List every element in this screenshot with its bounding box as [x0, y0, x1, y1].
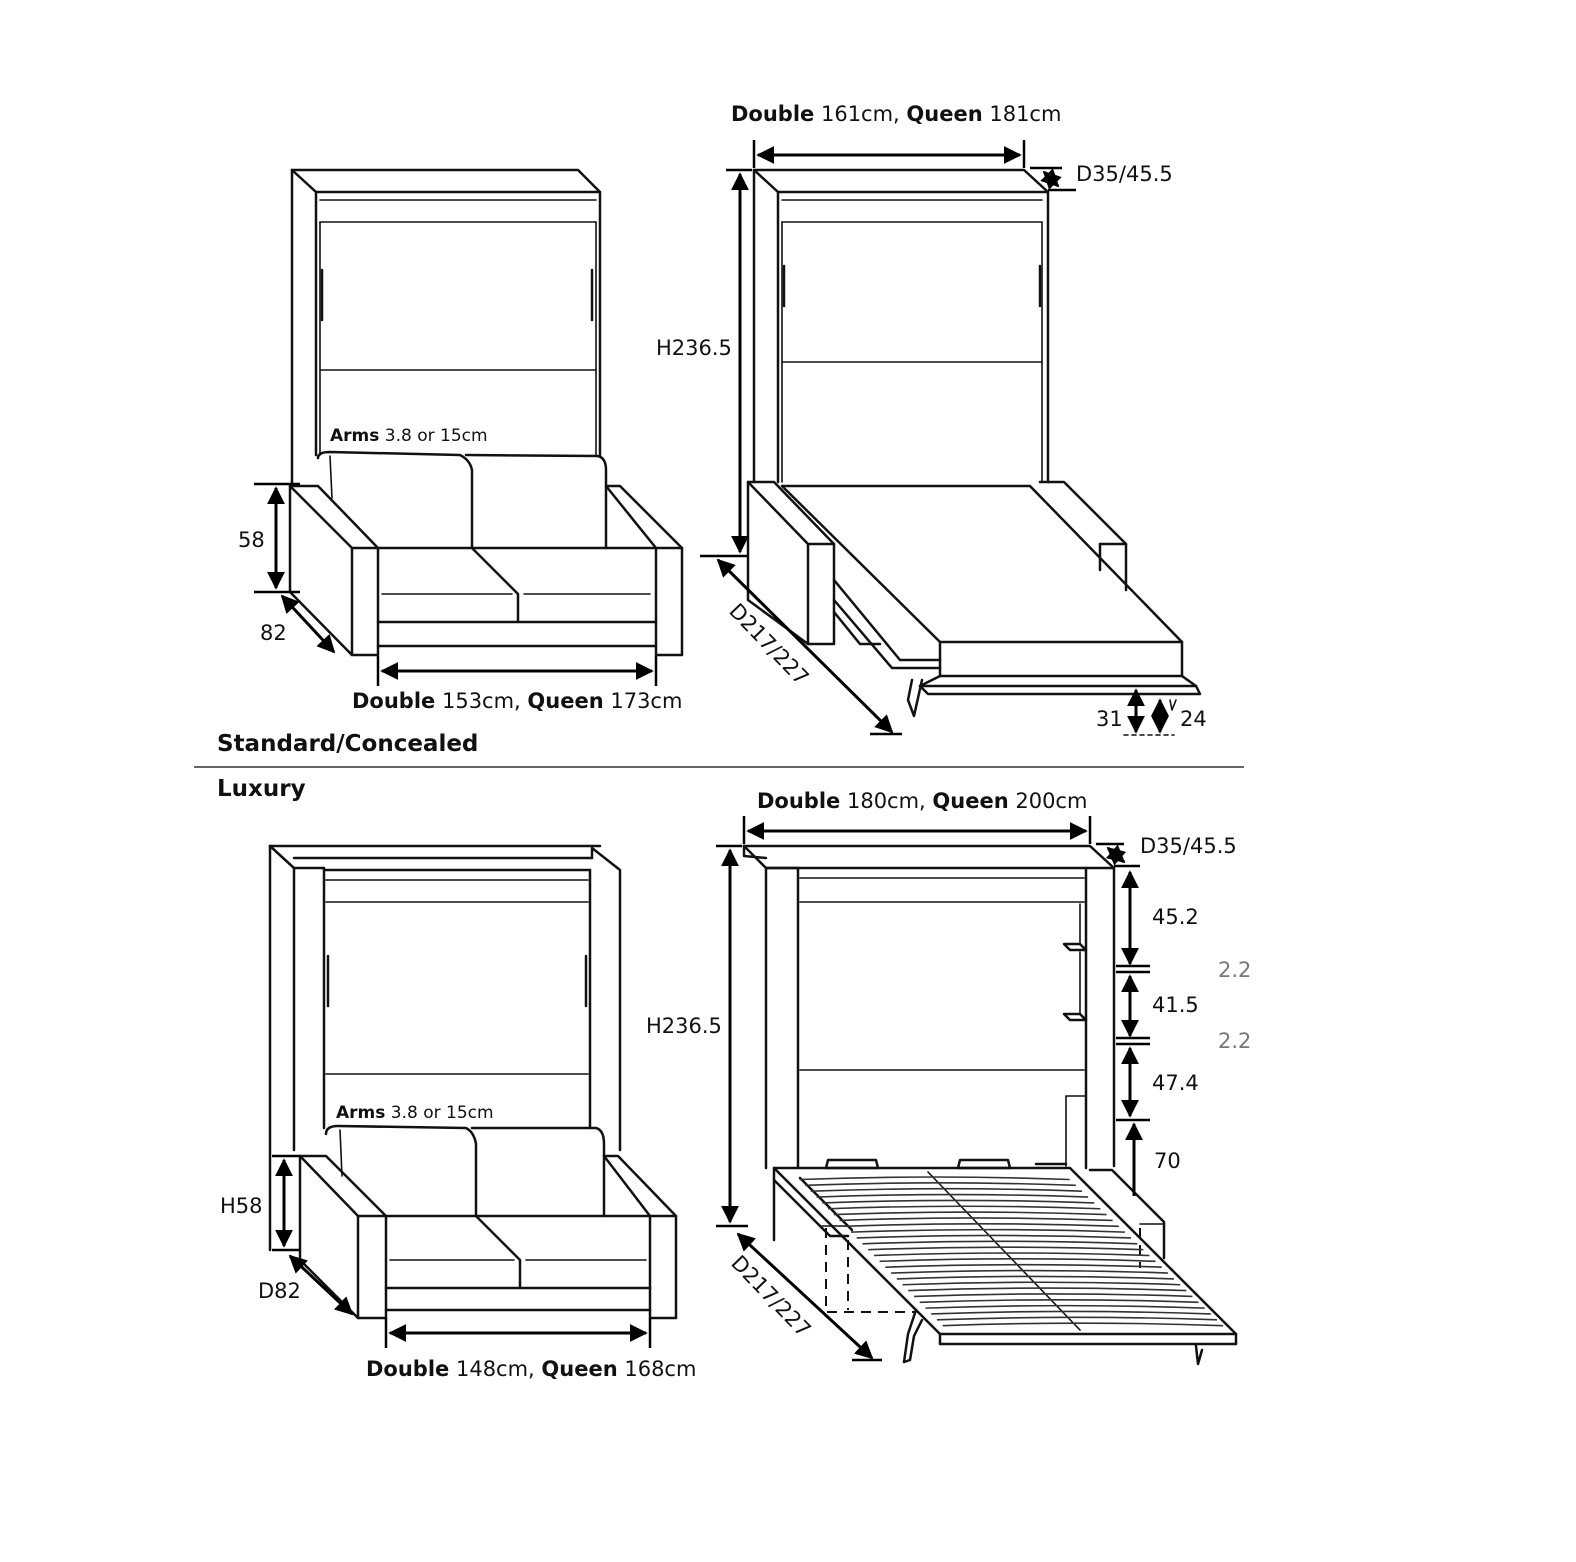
standard-open-depth-label: D217/227 [724, 598, 814, 690]
luxury-closed-arms-label: Arms 3.8 or 15cm [336, 1103, 494, 1123]
standard-closed-arms-label: Arms 3.8 or 15cm [330, 426, 488, 446]
bed-slat [897, 1276, 1174, 1279]
luxury-open-shelf-2-label: 41.5 [1152, 993, 1199, 1017]
standard-open-leg-label-1: 31 [1096, 707, 1123, 731]
luxury-open-shelf-gap-1-label: 2.2 [1218, 958, 1252, 982]
standard-closed-height-label: 58 [238, 528, 265, 552]
luxury-closed-depth-label: D82 [258, 1279, 301, 1303]
bed-slat [862, 1241, 1137, 1244]
bed-slat [874, 1253, 1150, 1256]
bed-slat [828, 1206, 1100, 1209]
luxury-closed-drawing [270, 846, 676, 1318]
bed-slat [880, 1259, 1156, 1262]
luxury-open-width-label: Double 180cm, Queen 200cm [757, 789, 1088, 813]
bed-slats [799, 1177, 1223, 1326]
luxury-open-depth-top-label: D35/45.5 [1140, 834, 1237, 858]
standard-closed-width-label: Double 153cm, Queen 173cm [352, 689, 683, 713]
bed-slat [903, 1282, 1181, 1285]
luxury-closed-width-label: Double 148cm, Queen 168cm [366, 1357, 697, 1381]
luxury-open-shelf-4-label: 70 [1154, 1149, 1181, 1173]
bed-slat [891, 1271, 1168, 1274]
section-standard-label: Standard/Concealed [217, 731, 479, 757]
bed-slat [920, 1300, 1199, 1303]
luxury-open-shelf-3-label: 47.4 [1152, 1071, 1199, 1095]
luxury-open-depth-label: D217/227 [726, 1250, 816, 1342]
bed-slat [885, 1265, 1161, 1268]
bed-slat [931, 1311, 1211, 1314]
bed-slat [845, 1224, 1119, 1227]
bed-slat [925, 1306, 1204, 1309]
standard-closed-dimensions [254, 484, 656, 686]
luxury-open-height-label: H236.5 [646, 1014, 722, 1038]
standard-open-height-label: H236.5 [656, 336, 732, 360]
bed-slat [937, 1317, 1217, 1320]
bed-slat [943, 1323, 1223, 1326]
luxury-open-shelf-1-label: 45.2 [1152, 905, 1199, 929]
standard-open-drawing [748, 170, 1200, 716]
bed-slat [868, 1247, 1143, 1250]
luxury-open-shelf-gap-2-label: 2.2 [1218, 1029, 1252, 1053]
luxury-closed-height-label: H58 [220, 1194, 263, 1218]
bed-slat [834, 1212, 1107, 1215]
standard-open-width-label: Double 161cm, Queen 181cm [731, 102, 1062, 126]
bed-slat [851, 1230, 1125, 1233]
standard-open-leg-label-2: 24 [1180, 707, 1207, 731]
section-luxury-label: Luxury [217, 776, 306, 802]
bed-slat [908, 1288, 1186, 1291]
bed-slat [840, 1218, 1113, 1221]
standard-closed-drawing [290, 170, 682, 655]
bed-slat [857, 1235, 1131, 1238]
standard-closed-depth-label: 82 [260, 621, 287, 645]
bed-slat [914, 1294, 1192, 1297]
standard-open-depth-top-label: D35/45.5 [1076, 162, 1173, 186]
